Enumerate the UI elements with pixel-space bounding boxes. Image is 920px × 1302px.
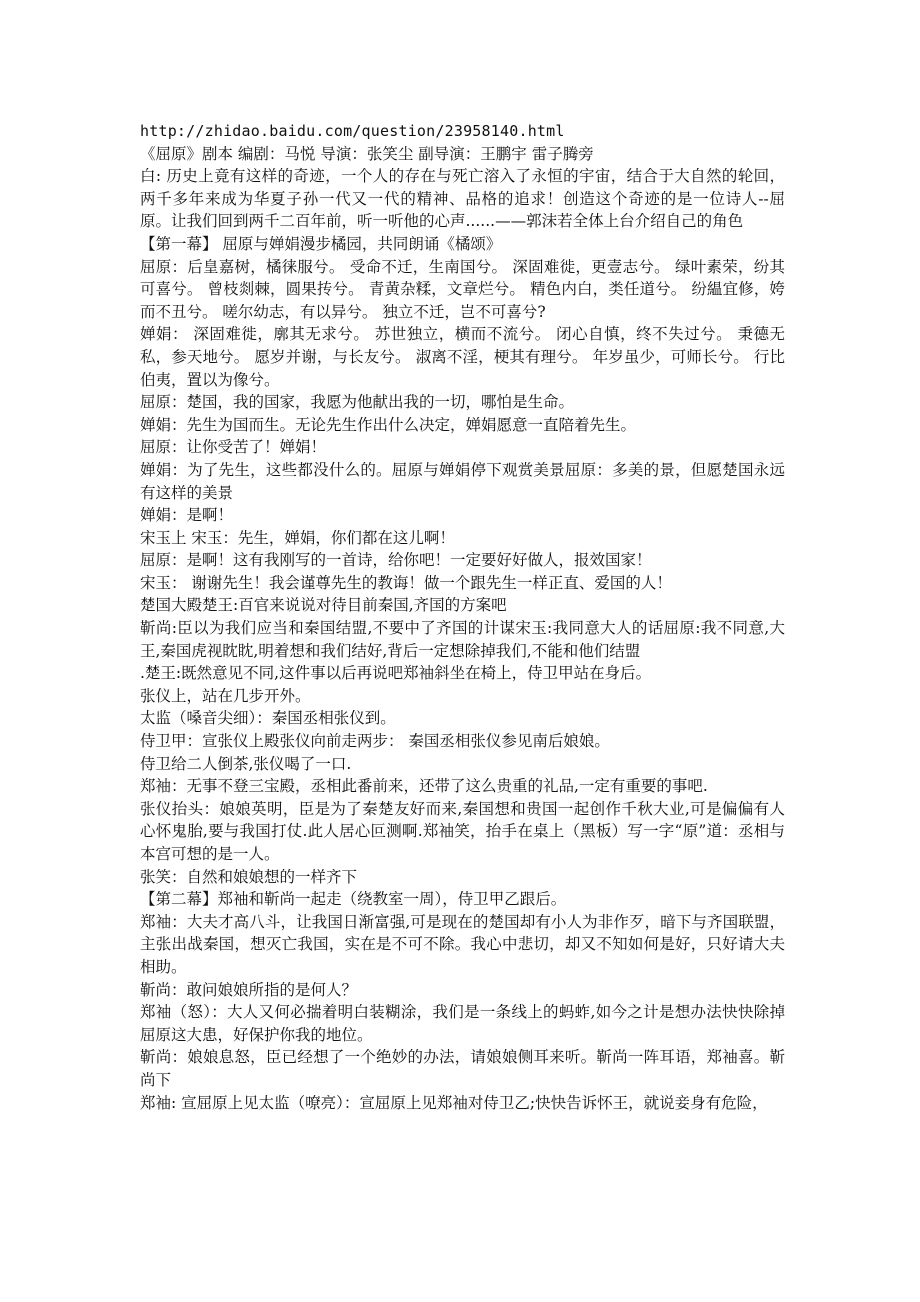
dialogue-line: 郑袖：大夫才高八斗，让我国日渐富强,可是现在的楚国却有小人为非作歹，暗下与齐国联盟，主张出战秦国，想灭亡我国，实在是不可不除。我心中悲切，却又不知如何是好，只好请大夫相助。 bbox=[140, 912, 785, 976]
dialogue-line: 张仪抬头：娘娘英明，臣是为了秦楚友好而来,秦国想和贵国一起创作千秋大业,可是偏偏有人心怀鬼胎,要与我国打仗.此人居心叵测啊.郑袖笑，抬手在桌上（黑板）写一字“原”道：丞相与本宫可想的是一人。 bbox=[140, 799, 785, 863]
dialogue-line: 郑袖: 宣屈原上见太监（嘹亮）：宣屈原上见郑袖对侍卫乙;快快告诉怀王，就说妾身有危险， bbox=[140, 1093, 768, 1112]
dialogue-line: 靳尚：娘娘息怒，臣已经想了一个绝妙的办法，请娘娘侧耳来听。靳尚一阵耳语，郑袖喜。靳尚下 bbox=[140, 1048, 785, 1089]
dialogue-line: 屈原：让你受苦了！婵娟！ bbox=[140, 438, 327, 457]
dialogue-line: 屈原：楚国，我的国家，我愿为他献出我的一切，哪怕是生命。 bbox=[140, 393, 575, 412]
dialogue-line: 宋玉： 谢谢先生！我会谨尊先生的教诲！做一个跟先生一样正直、爱国的人！ bbox=[140, 573, 672, 592]
dialogue-line: 宋玉上 宋玉：先生，婵娟，你们都在这儿啊！ bbox=[140, 528, 455, 547]
dialogue-line: 婵娟：先生为国而生。无论先生作出什么决定，婵娟愿意一直陪着先生。 bbox=[140, 415, 637, 434]
dialogue-line: 靳尚:臣以为我们应当和秦国结盟,不要中了齐国的计谋宋玉:我同意大人的话屈原:我不同意,大王,秦国虎视眈眈,明着想和我们结好,背后一定想除掉我们,不能和他们结盟 bbox=[140, 619, 785, 660]
scene-line: 楚国大殿楚王:百官来说说对待目前秦国,齐国的方案吧 bbox=[140, 596, 507, 615]
dialogue-line: 郑袖：无事不登三宝殿，丞相此番前来，还带了这么贵重的礼品,一定有重要的事吧. bbox=[140, 777, 708, 796]
stage-direction: 张仪上，站在几步开外。 bbox=[140, 686, 311, 705]
stage-direction: 侍卫给二人倒茶,张仪喝了一口. bbox=[140, 754, 352, 773]
act-one-heading: 【第一幕】 屈原与婵娟漫步橘园，共同朗诵《橘颂》 bbox=[140, 234, 502, 253]
narration-intro: 白: 历史上竟有这样的奇迹，一个人的存在与死亡溶入了永恒的宇宙，结合于大自然的轮回，两千多年来成为华夏子孙一代又一代的精神、品格的追求！创造这个奇迹的是一位诗人--屈原。让我们回到两千二百年前，听一听他的心声......——郭沫若全体上台介绍自己的角色 bbox=[140, 167, 785, 231]
source-url[interactable]: http://zhidao.baidu.com/question/23958140.html bbox=[140, 122, 565, 140]
act-two-heading: 【第二幕】郑袖和靳尚一起走（绕教室一周），侍卫甲乙跟后。 bbox=[140, 890, 567, 909]
dialogue-line: 屈原：后皇嘉树，橘徕服兮。 受命不迁，生南国兮。 深固难徙，更壹志兮。 绿叶素荣，纷其可喜兮。 曾枝剡棘，圆果抟兮。 青黄杂糅，文章烂兮。 精色内白，类任道兮。 纷緼宜修，姱而不丑兮。 嗟尔幼志，有以异兮。 独立不迁，岂不可喜兮? bbox=[140, 257, 785, 321]
dialogue-line: 屈原：是啊！这有我刚写的一首诗，给你吧！一定要好好做人，报效国家！ bbox=[140, 551, 652, 570]
dialogue-line: 郑袖（怒）：大人又何必揣着明白装糊涂，我们是一条线上的蚂蚱,如今之计是想办法快快除掉屈原这大患，好保护你我的地位。 bbox=[140, 1003, 785, 1044]
dialogue-line: 婵娟：是啊！ bbox=[140, 506, 234, 525]
dialogue-line: 婵娟：为了先生，这些都没什么的。屈原与婵娟停下观赏美景屈原：多美的景，但愿楚国永远有这样的美景 bbox=[140, 460, 785, 502]
dialogue-line: 婵娟： 深固难徙，廓其无求兮。 苏世独立，横而不流兮。 闭心自慎，终不失过兮。 秉德无私，参天地兮。 愿岁并谢，与长友兮。 淑离不淫，梗其有理兮。 年岁虽少，可师长兮。 行比伯夷，置以为像兮。 bbox=[140, 325, 785, 389]
document-body bbox=[140, 120, 785, 1114]
dialogue-line: 靳尚：敢问娘娘所指的是何人？ bbox=[140, 980, 358, 999]
dialogue-line: 张笑：自然和娘娘想的一样齐下 bbox=[140, 867, 358, 886]
dialogue-line: 侍卫甲：宣张仪上殿张仪向前走两步： 秦国丞相张仪参见南后娘娘。 bbox=[140, 732, 610, 751]
dialogue-line: .楚王:既然意见不同,这件事以后再说吧郑袖斜坐在椅上，侍卫甲站在身后。 bbox=[140, 664, 652, 683]
script-credits: 《屈原》剧本 编剧：马悦 导演：张笑尘 副导演：王鹏宇 雷子腾旁 bbox=[140, 144, 594, 163]
dialogue-line: 太监（嗓音尖细）：秦国丞相张仪到。 bbox=[140, 709, 396, 728]
